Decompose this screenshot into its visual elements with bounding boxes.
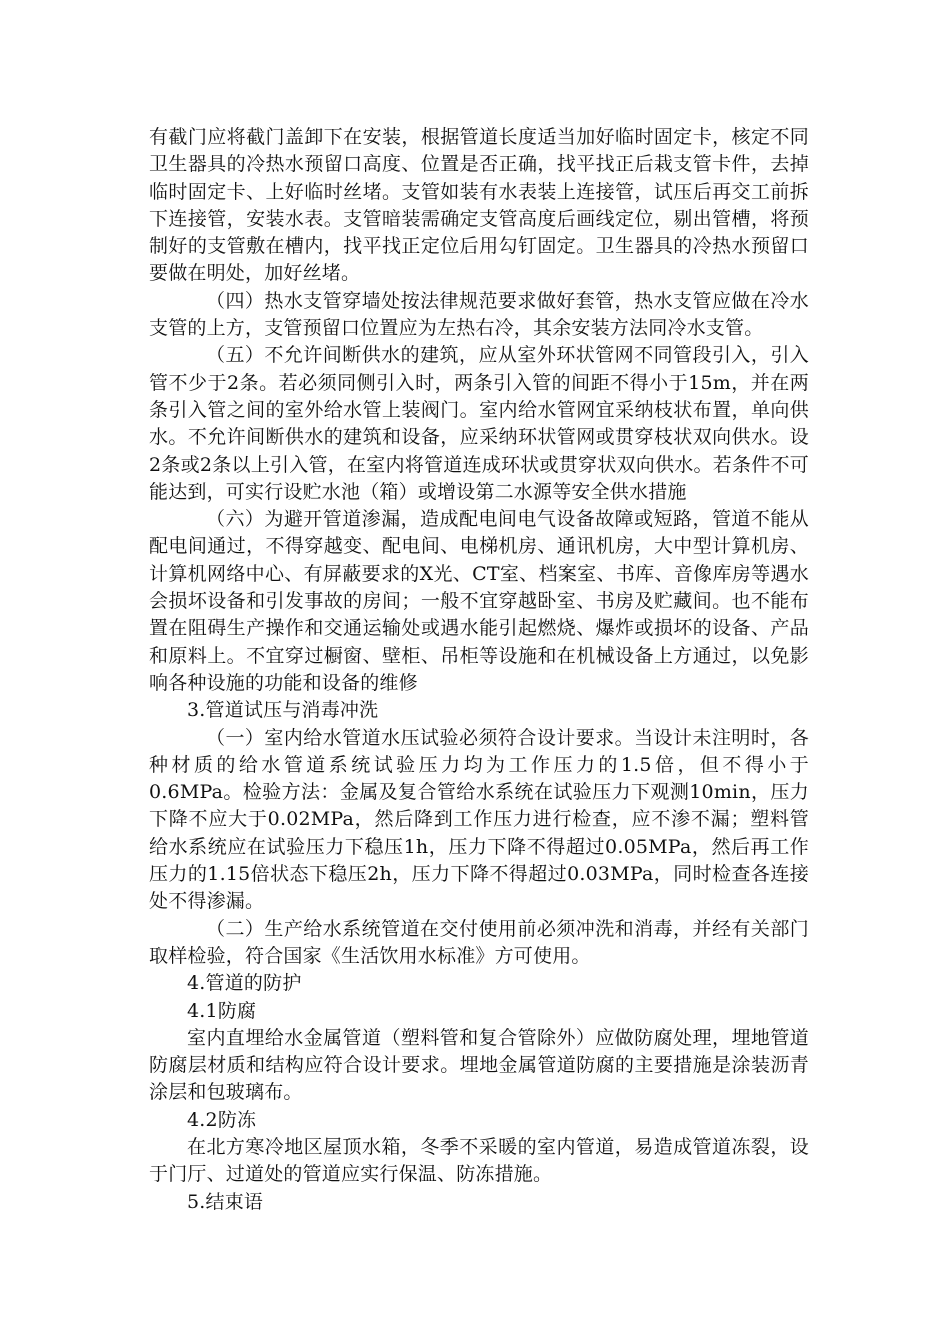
paragraph-branch-pipe-install: 有截门应将截门盖卸下在安装，根据管道长度适当加好临时固定卡，核定不同卫生器具的冷热水预留口高度、位置是否正确，找平找正后栽支管卡件，去掉临时固定卡、上好临时丝堵。支管如装有水表装上连接管，试压后再交工前拆下连接管，安装水表。支管暗装需确定支管高度后画线定位，剔出管槽，将预制好的支管敷在槽内，找平找正定位后用勾钉固定。卫生器具的冷热水预留口要做在明处，加好丝堵。 (149, 126, 809, 285)
paragraph-antifreeze: 在北方寒冷地区屋顶水箱，冬季不采暖的室内管道，易造成管道冻裂，设于门厅、过道处的管道应实行保温、防冻措施。 (149, 1135, 809, 1186)
section-heading-conclusion: 5.结束语 (187, 1190, 264, 1213)
paragraph-uninterrupted-supply: （五）不允许间断供水的建筑，应从室外环状管网不同管段引入，引入管不少于2条。若必须同侧引入时，两条引入管的间距不得小于15m，并在两条引入管之间的室外给水管上装阀门。室内给水管网宜采纳枝状布置，单向供水。不允许间断供水的建筑和设备，应采纳环状管网或贯穿枝状双向供水。设2条或2条以上引入管，在室内将管道连成环状或贯穿状双向供水。若条件不可能达到，可实行设贮水池（箱）或增设第二水源等安全供水措施 (149, 344, 809, 503)
section-heading-pressure-test: 3.管道试压与消毒冲洗 (187, 699, 379, 722)
subsection-heading-anticorrosion: 4.1防腐 (187, 999, 257, 1022)
paragraph-anticorrosion: 室内直埋给水金属管道（塑料管和复合管除外）应做防腐处理，埋地管道防腐层材质和结构应符合设计要求。埋地金属管道防腐的主要措施是涂装沥青涂层和包玻璃布。 (149, 1026, 809, 1104)
paragraph-hot-water-branch: （四）热水支管穿墙处按法律规范要求做好套管，热水支管应做在冷水支管的上方，支管预留口位置应为左热右冷，其余安装方法同冷水支管。 (149, 289, 809, 340)
section-heading-pipe-protection: 4.管道的防护 (187, 972, 302, 995)
paragraph-flush-disinfect: （二）生产给水系统管道在交付使用前必须冲洗和消毒，并经有关部门取样检验，符合国家《生活饮用水标准》方可使用。 (149, 917, 809, 967)
document-body (149, 124, 809, 1216)
subsection-heading-antifreeze: 4.2防冻 (187, 1108, 257, 1131)
paragraph-leak-avoidance: （六）为避开管道渗漏，造成配电间电气设备故障或短路，管道不能从配电间通过，不得穿越变、配电间、电梯机房、通讯机房，大中型计算机房、计算机网络中心、有屏蔽要求的X光、CT室、档案室、书库、音像库房等遇水会损坏设备和引发事故的房间；一般不宜穿越卧室、书房及贮藏间。也不能布置在阻碍生产操作和交通运输处或遇水能引起燃烧、爆炸或损坏的设备、产品和原料上。不宜穿过橱窗、壁柜、吊柜等设施和在机械设备上方通过，以免影响各种设施的功能和设备的维修 (149, 508, 809, 694)
paragraph-hydrostatic-test: （一）室内给水管道水压试验必须符合设计要求。当设计未注明时，各种材质的给水管道系统试验压力均为工作压力的1.5倍，但不得小于0.6MPa。检验方法：金属及复合管给水系统在试验压力下观测10min，压力下降不应大于0.02MPa，然后降到工作压力进行检查，应不渗不漏；塑料管给水系统应在试验压力下稳压1h，压力下降不得超过0.05MPa，然后再工作压力的1.15倍状态下稳压2h，压力下降不得超过0.03MPa，同时检查各连接处不得渗漏。 (149, 726, 809, 913)
